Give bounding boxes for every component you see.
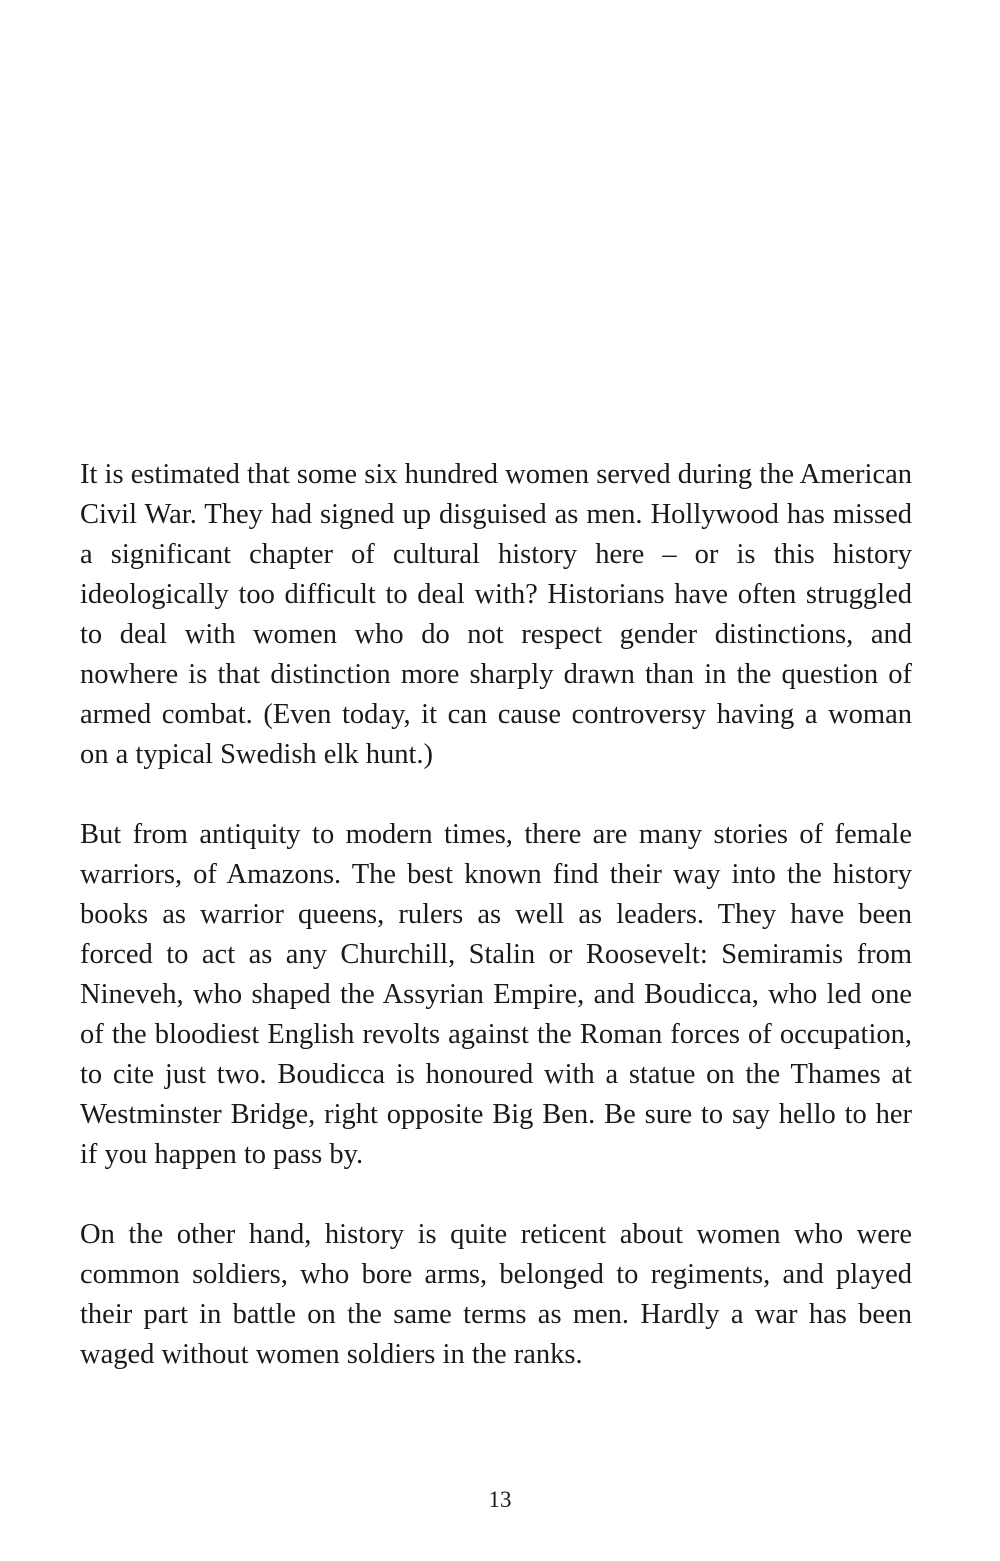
body-text <box>80 455 912 1375</box>
paragraph-1: It is estimated that some six hundred women served during the American Civil War. They had signed up disguised as men. Hollywood has missed a significant chapter of cultural history here – or is this history ideologically too difficult to deal with? Historians have often struggled to deal with women who do not respect gender distinctions, and nowhere is that distinction more sharply drawn than in the question of armed combat. (Even today, it can cause controversy having a woman on a typical Swedish elk hunt.) <box>80 459 912 770</box>
paragraph-3: On the other hand, history is quite reticent about women who were common soldiers, who bore arms, belonged to regiments, and played their part in battle on the same terms as men. Hardly a war has been waged without women soldiers in the ranks. <box>80 1219 912 1370</box>
page-number: 13 <box>488 1487 512 1512</box>
paragraph-2: But from antiquity to modern times, there are many stories of female warriors, of Amazons. The best known find their way into the history books as warrior queens, rulers as well as leaders. They have been forced to act as any Churchill, Stalin or Roosevelt: Semiramis from Nineveh, who shaped the Assyrian Empire, and Boudicca, who led one of the bloodiest English revolts against the Roman forces of occupation, to cite just two. Boudicca is honoured with a statue on the Thames at Westminster Bridge, right opposite Big Ben. Be sure to say hello to her if you happen to pass by. <box>80 819 912 1170</box>
